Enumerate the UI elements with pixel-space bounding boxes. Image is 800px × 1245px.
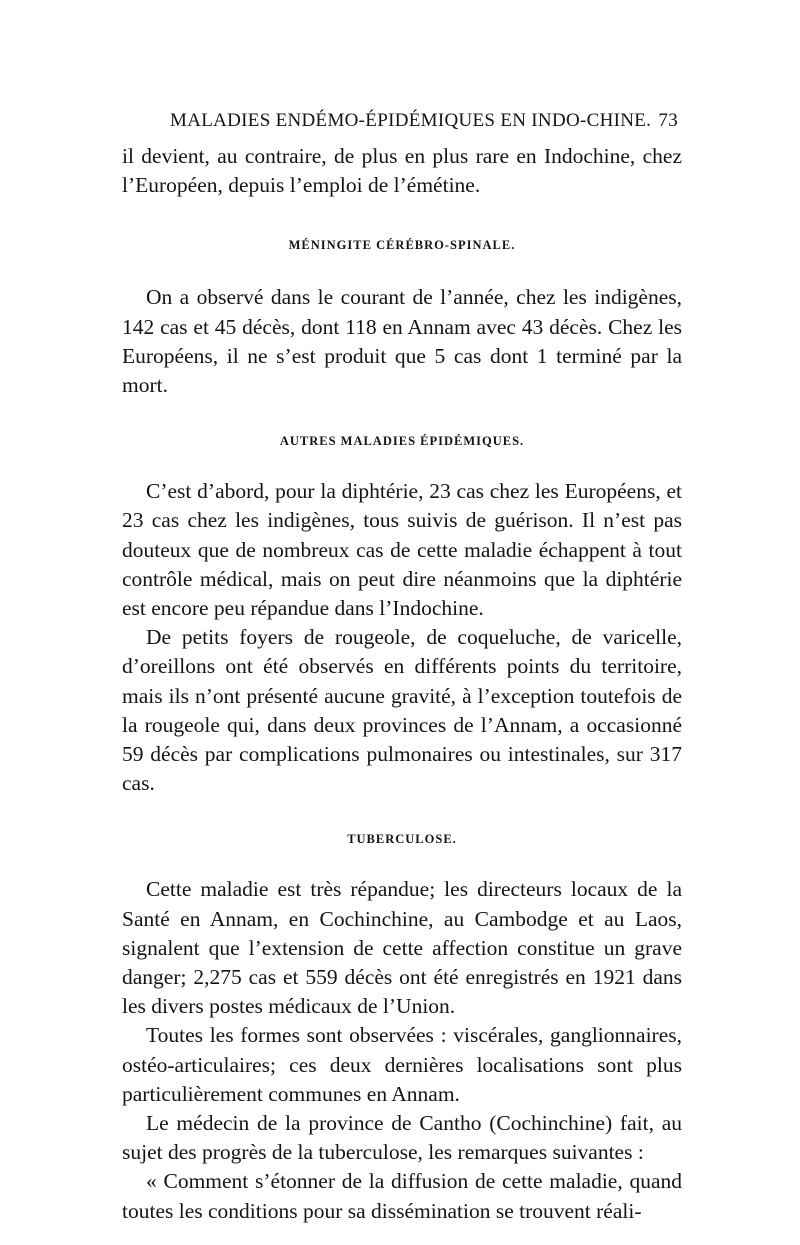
running-head-title: MALADIES ENDÉMO-ÉPIDÉMIQUES EN INDO-CHINE.	[170, 110, 652, 131]
page-number: 73	[658, 110, 678, 131]
paragraph-tuberculose-extension: Cette maladie est très répandue; les directeurs locaux de la Santé en Annam, en Cochinchine, au Cambodge et au Laos, signalent que l’extension de cette affection constitue un grave danger; 2,275 cas et 559 décès ont été enregistrés en 1921 dans les divers postes médicaux de l’Union.	[122, 877, 682, 1019]
body-text	[122, 142, 682, 1226]
paragraph-diphterie: C’est d’abord, pour la diphtérie, 23 cas chez les Européens, et 23 cas chez les indigènes, tous suivis de guérison. Il n’est pas douteux que de nombreux cas de cette maladie échappent à tout contrôle médical, mais on peut dire néanmoins que la diphtérie est encore peu répandue dans l’Indochine.	[122, 479, 682, 621]
section-title-tuberculose: TUBERCULOSE.	[347, 832, 457, 847]
section-title-autres-maladies: AUTRES MALADIES ÉPIDÉMIQUES.	[279, 434, 525, 449]
intro-paragraph: il devient, au contraire, de plus en plus rare en Indochine, chez l’Européen, depuis l’emploi de l’émétine.	[122, 144, 682, 198]
section-title-meningite: MÉNINGITE CÉRÉBRO-SPINALE.	[288, 238, 516, 253]
paragraph-rougeole: De petits foyers de rougeole, de coqueluche, de varicelle, d’oreillons ont été observés en différents points du territoire, mais ils n’ont présenté aucune gravité, à l’exception toutefois de la rougeole qui, dans deux provinces de l’Annam, a occasionné 59 décès par complications pulmonaires ou intestinales, sur 317 cas.	[122, 625, 682, 796]
paragraph-cantho: Le médecin de la province de Cantho (Cochinchine) fait, au sujet des progrès de la tuberculose, les remarques suivantes :	[122, 1111, 682, 1165]
paragraph-meningite: On a observé dans le courant de l’année, chez les indigènes, 142 cas et 45 décès, dont 118 en Annam avec 43 décès. Chez les Européens, il ne s’est produit que 5 cas dont 1 terminé par la mort.	[122, 285, 682, 398]
paragraph-citation: « Comment s’étonner de la diffusion de cette maladie, quand toutes les conditions pour sa dissémination se trouvent réali-	[122, 1169, 682, 1223]
paragraph-tuberculose-formes: Toutes les formes sont observées : viscérales, ganglionnaires, ostéo-articulaires; ces deux dernières localisations sont plus particulièrement communes en Annam.	[122, 1023, 682, 1106]
running-head	[170, 110, 678, 136]
